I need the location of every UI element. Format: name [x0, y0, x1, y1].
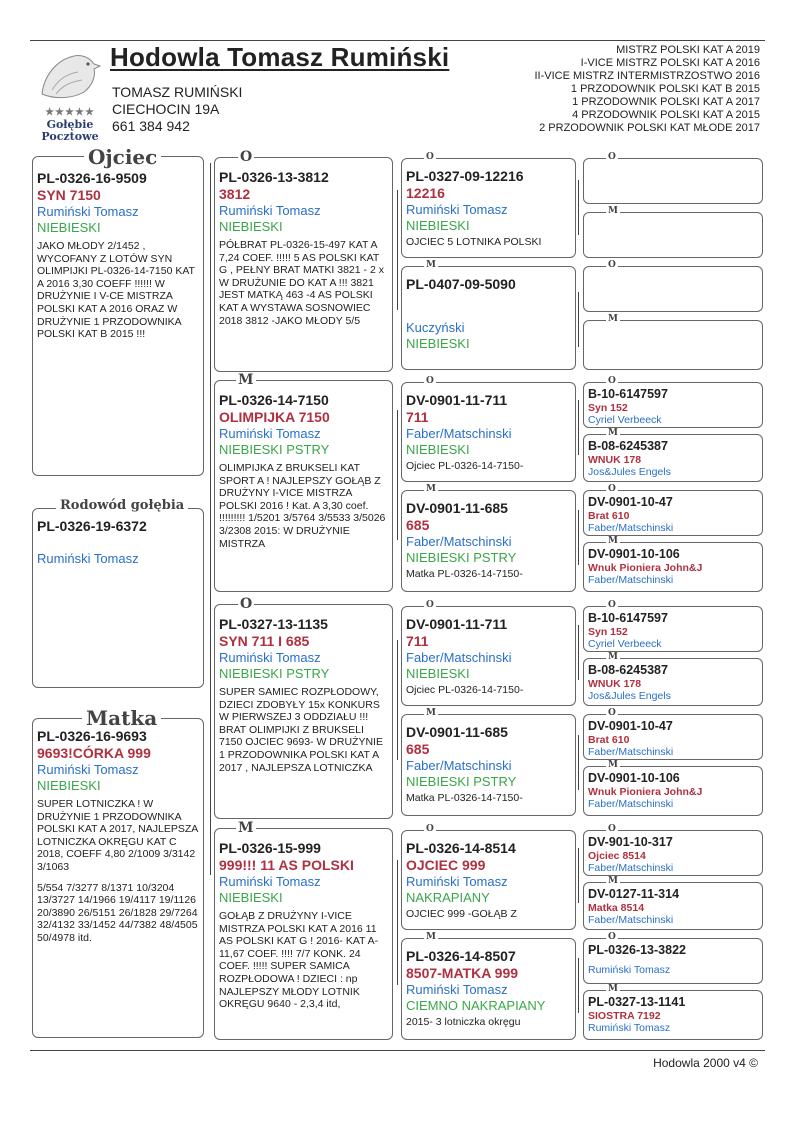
- ancestor-card[interactable]: [401, 158, 576, 258]
- connector-gen3: [578, 180, 579, 235]
- pigeon-owner: Cyriel Verbeeck: [588, 414, 662, 426]
- ancestor-card[interactable]: [401, 938, 576, 1040]
- ancestor-card[interactable]: [583, 830, 763, 876]
- connector-gen3: [578, 958, 579, 1013]
- pigeon-owner: Rumiński Tomasz: [406, 202, 508, 217]
- ancestor-card[interactable]: [214, 604, 393, 819]
- ancestor-card[interactable]: [583, 714, 763, 760]
- achievement: 4 PRZODOWNIK POLSKI KAT A 2015: [572, 109, 760, 121]
- pigeon-owner: Faber/Matschinski: [588, 746, 674, 758]
- pigeon-owner: Rumiński Tomasz: [37, 762, 139, 777]
- pigeon-name: Brat 610: [588, 510, 630, 522]
- ancestor-card[interactable]: [214, 157, 393, 372]
- pigeon-owner: Faber/Matschinski: [406, 758, 512, 773]
- sex-marker: O: [608, 260, 616, 270]
- pigeon-name: 711: [406, 409, 429, 425]
- connector-gen2: [397, 640, 398, 760]
- pigeon-ring-number: DV-0901-10-47: [588, 719, 673, 733]
- pigeon-ring-number: DV-0901-11-711: [406, 616, 508, 632]
- ancestor-card[interactable]: [583, 490, 763, 536]
- ancestor-card[interactable]: [583, 658, 763, 706]
- pigeon-owner: Jos&Jules Engels: [588, 690, 671, 702]
- logo-text-1: Gołębie: [46, 118, 94, 131]
- pigeon-ring-number: DV-0901-10-106: [588, 771, 680, 785]
- pigeon-name: 999!!! 11 AS POLSKI: [219, 857, 354, 873]
- connector-gen3: [578, 625, 579, 680]
- pigeon-color: NIEBIESKI: [219, 890, 283, 905]
- pigeon-name: SYN 711 I 685: [219, 633, 310, 649]
- sex-marker: M: [426, 484, 436, 494]
- pigeon-color: NIEBIESKI: [406, 218, 470, 233]
- ancestor-card[interactable]: [401, 714, 576, 816]
- pigeon-owner: Rumiński Tomasz: [588, 964, 671, 976]
- pigeon-owner: Faber/Matschinski: [406, 426, 512, 441]
- sex-marker: M: [608, 876, 618, 886]
- pigeon-ring-number: DV-0901-10-106: [588, 547, 680, 561]
- achievements-list: [460, 44, 760, 135]
- sex-marker: M: [608, 314, 618, 324]
- pigeon-owner: Rumiński Tomasz: [588, 1022, 671, 1034]
- owner-info: [112, 84, 242, 135]
- pigeon-owner: Rumiński Tomasz: [219, 426, 321, 441]
- pigeon-remarks: OJCIEC 5 LOTNIKA POLSKI: [406, 236, 542, 248]
- sex-marker: M: [426, 708, 436, 718]
- pigeon-ring-number: PL-0407-09-5090: [406, 276, 516, 292]
- pigeon-ring-number: DV-0901-11-685: [406, 724, 508, 740]
- pigeon-ring-number: PL-0326-14-8514: [406, 840, 516, 856]
- sex-marker: M: [608, 984, 618, 994]
- pigeon-color: NIEBIESKI: [37, 220, 101, 235]
- pigeon-remarks: Ojciec PL-0326-14-7150-: [406, 684, 524, 696]
- pigeon-color: NIEBIESKI PSTRY: [219, 442, 330, 457]
- pigeon-name: Wnuk Pioniera John&J: [588, 562, 703, 574]
- ancestor-card[interactable]: [214, 828, 393, 1040]
- connector-gen2: [397, 410, 398, 540]
- pigeon-name: 685: [406, 741, 430, 757]
- sex-marker: M: [426, 260, 436, 270]
- pigeon-name: 12216: [406, 185, 445, 201]
- sex-marker: O: [608, 484, 616, 494]
- ancestor-card[interactable]: [583, 938, 763, 984]
- pigeon-ring-number: PL-0326-16-9693: [37, 728, 147, 744]
- sex-marker: O: [426, 824, 434, 834]
- pigeon-ring-number: PL-0327-13-1141: [588, 995, 686, 1009]
- pigeon-owner: Faber/Matschinski: [588, 574, 674, 586]
- pigeon-color: CIEMNO NAKRAPIANY: [406, 998, 546, 1013]
- sex-marker: O: [426, 376, 434, 386]
- top-rule: [30, 40, 765, 41]
- logo: [34, 46, 106, 143]
- sex-marker: M: [426, 932, 436, 942]
- father-label: Ojciec: [84, 147, 161, 167]
- pigeon-ring-number: B-10-6147597: [588, 611, 668, 625]
- pigeon-results: 5/554 7/3277 8/1371 10/3204 13/3727 14/1966 19/4117 19/1126 20/3890 26/5151 26/1828 29/7264 32/4132 33/1452 44/7382 48/4505 50/4978 itd.: [37, 881, 198, 944]
- achievement: MISTRZ POLSKI KAT A 2019: [616, 44, 760, 56]
- sex-marker: M: [608, 760, 618, 770]
- pigeon-name: Syn 152: [588, 402, 628, 414]
- pigeon-name: 711: [406, 633, 429, 649]
- pigeon-name: Matka 8514: [588, 902, 645, 914]
- ancestor-card[interactable]: [583, 542, 763, 592]
- pigeon-ring-number: B-08-6245387: [588, 663, 668, 677]
- ancestor-card[interactable]: [401, 606, 576, 706]
- pigeon-owner: Faber/Matschinski: [406, 534, 512, 549]
- sex-marker: O: [608, 376, 616, 386]
- sex-marker: M: [608, 428, 618, 438]
- pigeon-color: NAKRAPIANY: [406, 890, 490, 905]
- ancestor-card[interactable]: [583, 606, 763, 652]
- pigeon-remarks: Ojciec PL-0326-14-7150-: [406, 460, 524, 472]
- sex-marker: O: [240, 596, 253, 612]
- pigeon-remarks: SUPER LOTNICZKA ! W DRUŻYNIE 1 PRZODOWNIKA POLSKI KAT A 2017, NAJLEPSZA LOTNICZKA OKRĘGU KAT C 2018, COEFF 4,80 2/1009 3/3142 3/1063: [37, 798, 198, 873]
- sex-marker: M: [608, 206, 618, 216]
- pigeon-ring-number: PL-0326-14-7150: [219, 392, 329, 408]
- pigeon-owner: Rumiński Tomasz: [219, 203, 321, 218]
- ancestor-card[interactable]: [401, 490, 576, 592]
- pigeon-remarks: SUPER SAMIEC ROZPŁODOWY, DZIECI ZDOBYŁY 15x KONKURS W PIERWSZEJ 3 ODDZIAŁU !!! BRAT OLIMPIJKI Z BRUKSELI 7150 OJCIEC 9693- W DRUŻYNIE 1 PRZODOWNIKA POLSKI KAT A 2017 , NAJLEPSZA LOTNICZKA: [219, 686, 383, 774]
- pigeon-owner: Faber/Matschinski: [406, 650, 512, 665]
- sex-marker: O: [608, 152, 616, 162]
- pigeon-owner: Rumiński Tomasz: [37, 204, 139, 219]
- ancestor-card[interactable]: [583, 266, 763, 312]
- pigeon-remarks: GOŁĄB Z DRUŻYNY I-VICE MISTRZA POLSKI KAT A 2016 11 AS POLSKI KAT G ! 2016- KAT A-11,67 COEF. !!!! 7/7 KONK. 24 COEF. !!!!! SUPER SAMICA ROZPŁODOWA ! DZIECI : np NAJLEPSZY MŁODY LOTNIK OKRĘGU 9640 - 2,3,4 itd,: [219, 910, 379, 1011]
- mother-label: Matka: [82, 708, 161, 728]
- pigeon-color: NIEBIESKI PSTRY: [219, 666, 330, 681]
- connector-gen2: [397, 190, 398, 310]
- ancestor-card[interactable]: [583, 212, 763, 258]
- pigeon-ring-number: DV-0901-11-711: [406, 392, 508, 408]
- pigeon-ring-number: B-08-6245387: [588, 439, 668, 453]
- pigeon-remarks: OLIMPIJKA Z BRUKSELI KAT SPORT A ! NAJLEPSZY GOŁĄB Z DRUŻYNY I-VICE MISTRZA POLSKI 2016 ! Kat. A 3,30 coef. !!!!!!!!! 1/5201 3/5764 3/5533 3/5026 3/2308 2015: W DRUŻYNIE MISTRZA: [219, 462, 386, 550]
- connector-gen3: [578, 735, 579, 790]
- pigeon-name: WNUK 178: [588, 454, 642, 466]
- pigeon-remarks: PÓŁBRAT PL-0326-15-497 KAT A 7,24 COEF. !!!!! 5 AS POLSKI KAT G , PEŁNY BRAT MATKI 3821 - 2 x W DRUŻUNIE DO KAT A !!! 3821 JEST MATKĄ 463 -4 AS POLSKI KAT A WYSTAWA SOSNOWIEC 2018 3812 -JAKO MŁODY 5/5: [219, 239, 384, 327]
- pigeon-owner: Jos&Jules Engels: [588, 466, 671, 478]
- pigeon-owner: Faber/Matschinski: [588, 522, 674, 534]
- achievement: 1 PRZODOWNIK POLSKI KAT A 2017: [572, 96, 760, 108]
- achievement: 1 PRZODOWNIK POLSKI KAT B 2015: [570, 83, 760, 95]
- pigeon-name: Syn 152: [588, 626, 628, 638]
- pigeon-remarks: JAKO MŁODY 2/1452 , WYCOFANY Z LOTÓW SYN OLIMPIJKI PL-0326-14-7150 KAT A 2016 3,30 COEFF !!!!!! W DRUŻYNIE I V-CE MISTRZA POLSKI KAT A 2016 ORAZ W DRUŻYNIE 1 PRZODOWNIKA POLSKI KAT B 2015 !!!: [37, 240, 195, 341]
- pigeon-ring-number: PL-0326-13-3822: [588, 943, 686, 957]
- subject-label: Rodowód gołębia: [56, 499, 188, 512]
- pigeon-owner: Rumiński Tomasz: [37, 551, 139, 566]
- pigeon-ring-number: PL-0327-13-1135: [219, 616, 328, 632]
- pigeon-color: NIEBIESKI: [37, 778, 101, 793]
- ancestor-card[interactable]: [401, 830, 576, 930]
- sex-marker: O: [608, 932, 616, 942]
- sex-marker: O: [608, 824, 616, 834]
- pigeon-owner: Faber/Matschinski: [588, 914, 674, 926]
- ancestor-card[interactable]: [583, 434, 763, 482]
- pigeon-owner: Kuczyński: [406, 320, 465, 335]
- pigeon-owner: Rumiński Tomasz: [406, 874, 508, 889]
- pigeon-name: 9693!CÓRKA 999: [37, 745, 151, 761]
- footer-text: Hodowla 2000 v4 ©: [653, 1056, 758, 1070]
- pigeon-ring-number: DV-0901-10-47: [588, 495, 673, 509]
- subject-card[interactable]: [32, 508, 204, 688]
- pigeon-name: OLIMPIJKA 7150: [219, 409, 330, 425]
- sex-marker: O: [426, 600, 434, 610]
- bottom-rule: [30, 1050, 765, 1051]
- pigeon-ring-number: PL-0326-19-6372: [37, 518, 147, 534]
- pigeon-name: SYN 7150: [37, 187, 101, 203]
- pigeon-name: Ojciec 8514: [588, 850, 646, 862]
- pigeon-color: NIEBIESKI: [406, 666, 470, 681]
- pigeon-name: 8507-MATKA 999: [406, 965, 519, 981]
- connector-gen2: [397, 860, 398, 985]
- sex-marker: M: [608, 536, 618, 546]
- connector-gen3: [578, 510, 579, 565]
- pigeon-remarks: Matka PL-0326-14-7150-: [406, 792, 523, 804]
- achievement: 2 PRZODOWNIK POLSKI KAT MŁODE 2017: [539, 122, 760, 134]
- pigeon-logo-icon: [34, 46, 106, 102]
- ancestor-card[interactable]: [583, 990, 763, 1040]
- pigeon-ring-number: DV-0901-11-685: [406, 500, 508, 516]
- ancestor-card[interactable]: [214, 380, 393, 592]
- pigeon-ring-number: DV-0127-11-314: [588, 887, 680, 901]
- logo-stars: ★★★★★: [45, 107, 95, 118]
- pigeon-name: WNUK 178: [588, 678, 642, 690]
- logo-text-2: Pocztowe: [41, 130, 99, 143]
- sex-marker: M: [608, 652, 618, 662]
- pigeon-ring-number: PL-0326-13-3812: [219, 169, 329, 185]
- pigeon-color: NIEBIESKI PSTRY: [406, 550, 517, 565]
- pigeon-owner: Cyriel Verbeeck: [588, 638, 662, 650]
- pigeon-owner: Rumiński Tomasz: [219, 650, 321, 665]
- ancestor-card[interactable]: [583, 882, 763, 930]
- pigeon-owner: Rumiński Tomasz: [219, 874, 321, 889]
- sex-marker: M: [238, 372, 254, 388]
- ancestor-card[interactable]: [583, 382, 763, 428]
- sex-marker: O: [608, 600, 616, 610]
- achievement: II-VICE MISTRZ INTERMISTRZOSTWO 2016: [534, 70, 760, 82]
- connector-gen3: [578, 292, 579, 347]
- pigeon-name: 3812: [219, 186, 251, 202]
- pigeon-remarks: Matka PL-0326-14-7150-: [406, 568, 523, 580]
- pigeon-ring-number: PL-0326-15-999: [219, 840, 321, 856]
- pigeon-ring-number: PL-0326-16-9509: [37, 170, 147, 186]
- pigeon-remarks: 2015- 3 lotniczka okręgu: [406, 1016, 521, 1028]
- connector-gen3: [578, 400, 579, 455]
- pigeon-owner: Rumiński Tomasz: [406, 982, 508, 997]
- pigeon-owner: Faber/Matschinski: [588, 798, 674, 810]
- pigeon-name: SIOSTRA 7192: [588, 1010, 661, 1022]
- ancestor-card[interactable]: [583, 158, 763, 204]
- owner-phone: 661 384 942: [112, 118, 190, 134]
- ancestor-card[interactable]: [583, 766, 763, 816]
- ancestor-card[interactable]: [583, 320, 763, 370]
- sex-marker: O: [608, 708, 616, 718]
- pigeon-ring-number: DV-901-10-317: [588, 835, 673, 849]
- pigeon-name: [406, 293, 571, 310]
- father-card[interactable]: [32, 156, 204, 476]
- pigeon-ring-number: PL-0326-14-8507: [406, 948, 516, 964]
- pigeon-color: NIEBIESKI PSTRY: [406, 774, 517, 789]
- page-title: Hodowla Tomasz Rumiński: [110, 42, 450, 72]
- pigeon-name: Wnuk Pioniera John&J: [588, 786, 703, 798]
- sex-marker: O: [240, 149, 253, 165]
- owner-address: CIECHOCIN 19A: [112, 101, 220, 117]
- ancestor-card[interactable]: [401, 266, 576, 370]
- pigeon-color: NIEBIESKI: [406, 442, 470, 457]
- pigeon-name: Brat 610: [588, 734, 630, 746]
- pigeon-owner: Faber/Matschinski: [588, 862, 674, 874]
- pigeon-name: 685: [406, 517, 430, 533]
- pigeon-color: NIEBIESKI: [219, 219, 283, 234]
- pigeon-ring-number: PL-0327-09-12216: [406, 168, 524, 184]
- ancestor-card[interactable]: [401, 382, 576, 482]
- sex-marker: M: [238, 820, 254, 836]
- connector-gen3: [578, 848, 579, 903]
- connector-gen1: [210, 163, 211, 875]
- owner-name: TOMASZ RUMIŃSKI: [112, 84, 243, 100]
- pigeon-name: OJCIEC 999: [406, 857, 486, 873]
- mother-card[interactable]: [32, 718, 204, 1038]
- achievement: I-VICE MISTRZ POLSKI KAT A 2016: [580, 57, 760, 69]
- pigeon-ring-number: B-10-6147597: [588, 387, 668, 401]
- sex-marker: O: [426, 152, 434, 162]
- pigeon-color: NIEBIESKI: [406, 336, 470, 351]
- pigeon-remarks: OJCIEC 999 -GOŁĄB Z: [406, 908, 517, 920]
